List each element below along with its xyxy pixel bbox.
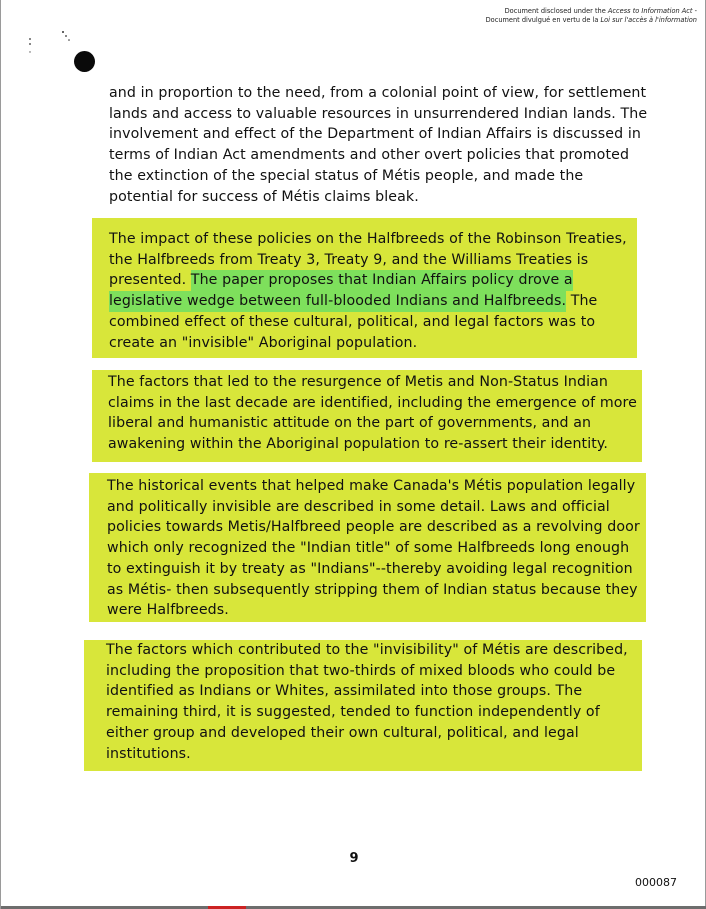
- disclosure-french: [486, 16, 697, 25]
- invisibility-text: The factors which contributed to the "invisibility" of Métis are described, including the proposition that two-thirds of mixed bloods who could be identified as Indians or Whites, assimilated into those groups. The remaining third, it is suggested, tended to function independently of either group and developed their own cultural, political, and legal institutions.: [106, 642, 628, 762]
- resurgence-text: The factors that led to the resurgence of Metis and Non-Status Indian claims in the last decade are identified, including the emergence of more liberal and humanistic attitude on the part of governments, and an awakening within the Aboriginal population to re-assert their identity.: [108, 374, 638, 453]
- punch-hole: [74, 51, 95, 72]
- resurgence-paragraph: [108, 372, 638, 455]
- invisibility-paragraph: [106, 640, 642, 764]
- impact-text: [109, 229, 631, 353]
- page-number: 9: [349, 851, 359, 866]
- document-number: 000087: [635, 876, 677, 889]
- impact-text-before: The impact of these policies on the Halfbreeds of the Robinson Treaties, the Halfbreeds from Treaty 3, Treaty 9, and the Williams Treaties is presented.: [109, 231, 627, 289]
- disclosure-notice: [486, 7, 697, 25]
- scan-speckles: [27, 30, 77, 60]
- disclosure-en-act: Access to Information Act: [607, 7, 693, 15]
- disclosure-fr-prefix: Document divulgué en vertu de la: [485, 16, 601, 24]
- green-highlight-sentence: The paper proposes that Indian Affairs policy drove a legislative wedge between full-blooded Indians and Halfbreeds.: [109, 270, 573, 312]
- historical-paragraph: [107, 476, 643, 621]
- intro-paragraph: [109, 83, 649, 207]
- impact-text-after: The combined effect of these cultural, political, and legal factors was to create an "invisible" Aboriginal population.: [109, 293, 598, 351]
- disclosure-en-suffix: -: [692, 7, 697, 15]
- disclosure-fr-act: Loi sur l'accès à l'information: [600, 16, 697, 24]
- intro-text: and in proportion to the need, from a colonial point of view, for settlement lands and access to valuable resources in unsurrendered Indian lands. The involvement and effect of the Department of Indian Affairs is discussed in terms of Indian Act amendments and other overt policies that promoted the extinction of the special status of Métis people, and made the potential for success of Métis claims bleak.: [109, 85, 648, 205]
- impact-paragraph: [109, 229, 631, 353]
- historical-text: The historical events that helped make Canada's Métis population legally and politically invisible are described in some detail. Laws and official policies towards Metis/Halfbreed people are described as a revolving door which only recognized the "Indian title" of some Halfbreeds long enough to extinguish it by treaty as "Indians"--thereby avoiding legal recognition as Métis- then subsequently stripping them of Indian status because they were Halfbreeds.: [107, 478, 640, 619]
- disclosure-en-prefix: Document disclosed under the: [504, 7, 608, 15]
- disclosure-english: [486, 7, 697, 16]
